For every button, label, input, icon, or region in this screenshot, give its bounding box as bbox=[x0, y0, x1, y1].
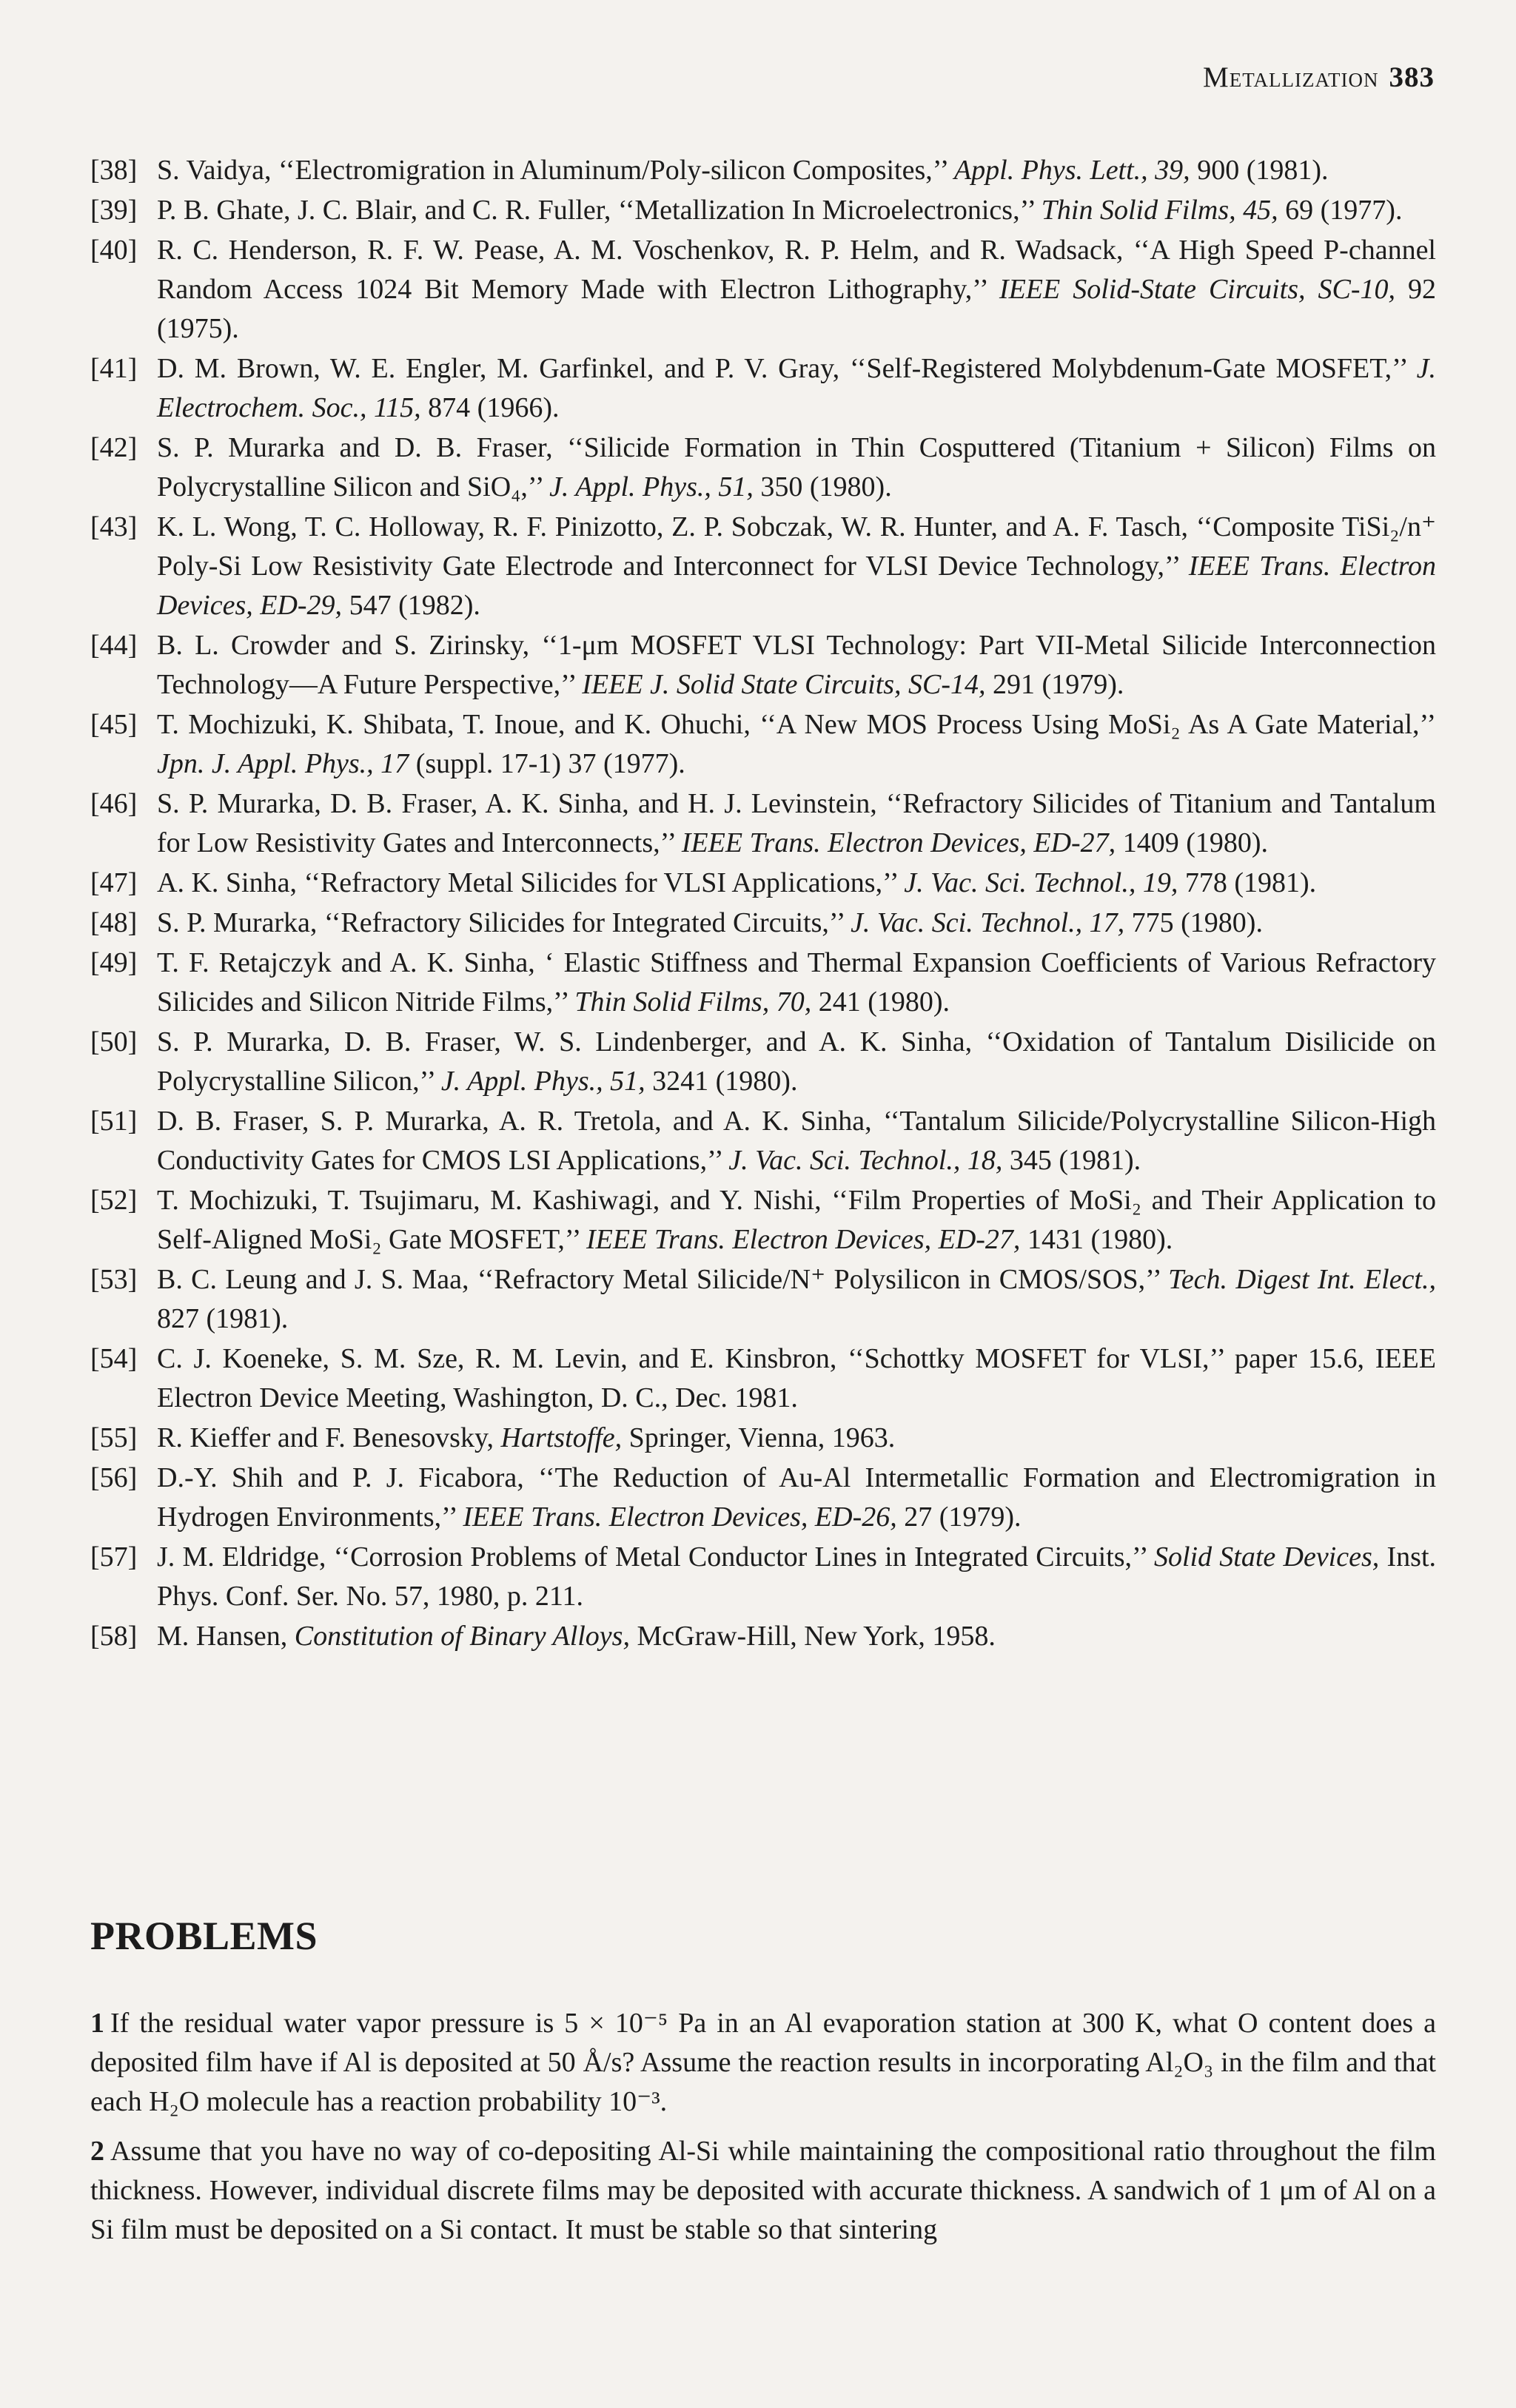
problem-number: 2 bbox=[90, 2136, 104, 2167]
reference-text: D. M. Brown, W. E. Engler, M. Garfinkel, and P. V. Gray, ‘‘Self-Registered Molybdenum-Gate MOSFET,’’ bbox=[157, 353, 1417, 384]
reference-entry bbox=[90, 349, 1436, 428]
reference-source: Solid State Devices, bbox=[1153, 1541, 1380, 1573]
reference-source: IEEE Trans. Electron Devices, ED-27, bbox=[586, 1224, 1021, 1255]
reference-entry bbox=[90, 508, 1436, 625]
problem-item bbox=[90, 2132, 1436, 2250]
reference-entry bbox=[90, 784, 1436, 863]
reference-entry bbox=[90, 864, 1436, 903]
reference-entry bbox=[90, 904, 1436, 943]
reference-text: M. Hansen, bbox=[157, 1621, 295, 1652]
reference-text: C. J. Koeneke, S. M. Sze, R. M. Levin, and E. Kinsbron, ‘‘Schottky MOSFET for VLSI,’’ paper 15.6, IEEE Electron Device Meeting, Washington, D. C., Dec. 1981. bbox=[157, 1343, 1436, 1413]
reference-text: S. P. Murarka, ‘‘Refractory Silicides for Integrated Circuits,’’ bbox=[157, 907, 851, 938]
reference-source: Constitution of Binary Alloys, bbox=[294, 1621, 630, 1652]
reference-details: Inst. Phys. Conf. Ser. No. 57, 1980, p. 211. bbox=[157, 1541, 1436, 1612]
reference-text: S. P. Murarka and D. B. Fraser, ‘‘Silicide Formation in Thin Cosputtered (Titanium + Silicon) Films on Polycrystalline Silicon and SiO₄,’’ bbox=[157, 432, 1436, 502]
reference-details: McGraw-Hill, New York, 1958. bbox=[629, 1621, 996, 1652]
reference-entry bbox=[90, 944, 1436, 1022]
reference-details: 778 (1981). bbox=[1178, 867, 1317, 898]
reference-source: J. Vac. Sci. Technol., 18, bbox=[728, 1145, 1003, 1176]
reference-list bbox=[90, 151, 1436, 1657]
reference-number: [45] bbox=[90, 709, 138, 740]
problem-text: If the residual water vapor pressure is 5 × 10⁻⁵ Pa in an Al evaporation station at 300 K, what O content does a deposited film have if Al is deposited at 50 Å/s? Assume the reaction results in incorporating Al₂O₃ in the film and that each H₂O molecule has a reaction probability 10⁻³. bbox=[90, 2008, 1436, 2117]
reference-details: 1409 (1980). bbox=[1116, 827, 1268, 858]
reference-details: 241 (1980). bbox=[811, 986, 950, 1018]
page-number: 383 bbox=[1389, 61, 1435, 93]
reference-text: B. L. Crowder and S. Zirinsky, ‘‘1-μm MOSFET VLSI Technology: Part VII-Metal Silicide Interconnection Technology—A Future Perspective,’’ bbox=[157, 630, 1436, 700]
reference-number: [52] bbox=[90, 1185, 138, 1216]
reference-number: [57] bbox=[90, 1541, 138, 1573]
reference-entry bbox=[90, 1459, 1436, 1537]
reference-number: [58] bbox=[90, 1621, 138, 1652]
reference-entry bbox=[90, 231, 1436, 349]
reference-number: [46] bbox=[90, 788, 138, 819]
reference-source: J. Electrochem. Soc., 115, bbox=[157, 353, 1436, 423]
reference-text: A. K. Sinha, ‘‘Refractory Metal Silicides for VLSI Applications,’’ bbox=[157, 867, 905, 898]
reference-text: R. C. Henderson, R. F. W. Pease, A. M. Voschenkov, R. P. Helm, and R. Wadsack, ‘‘A High Speed P-channel Random Access 1024 Bit Memory Made with Electron Lithography,’’ bbox=[157, 235, 1436, 305]
reference-text: R. Kieffer and F. Benesovsky, bbox=[157, 1422, 501, 1453]
reference-number: [38] bbox=[90, 155, 138, 186]
reference-number: [42] bbox=[90, 432, 138, 463]
reference-source: IEEE Solid-State Circuits, SC-10, bbox=[999, 274, 1395, 305]
reference-text: S. Vaidya, ‘‘Electromigration in Aluminum/Poly-silicon Composites,’’ bbox=[157, 155, 954, 186]
reference-text: B. C. Leung and J. S. Maa, ‘‘Refractory Metal Silicide/N⁺ Polysilicon in CMOS/SOS,’’ bbox=[157, 1264, 1169, 1295]
reference-text: P. B. Ghate, J. C. Blair, and C. R. Fuller, ‘‘Metallization In Microelectronics,’’ bbox=[157, 195, 1042, 226]
reference-details: 92 (1975). bbox=[157, 274, 1436, 344]
reference-entry bbox=[90, 626, 1436, 704]
reference-entry bbox=[90, 1538, 1436, 1616]
reference-number: [43] bbox=[90, 511, 138, 542]
reference-entry bbox=[90, 428, 1436, 507]
reference-entry bbox=[90, 191, 1436, 230]
reference-text: D. B. Fraser, S. P. Murarka, A. R. Tretola, and A. K. Sinha, ‘‘Tantalum Silicide/Polycrystalline Silicon-High Conductivity Gates for CMOS LSI Applications,’’ bbox=[157, 1106, 1436, 1176]
reference-number: [54] bbox=[90, 1343, 138, 1374]
problem-text: Assume that you have no way of co-depositing Al-Si while maintaining the compositional ratio throughout the film thickness. However, individual discrete films may be deposited with accurate thickness. A sandwich of 1 μm of Al on a Si film must be deposited on a Si contact. It must be stable so that sintering bbox=[90, 2136, 1436, 2245]
reference-details: 900 (1981). bbox=[1190, 155, 1329, 186]
reference-details: 345 (1981). bbox=[1002, 1145, 1141, 1176]
problems-list bbox=[90, 2004, 1436, 2260]
reference-source: Appl. Phys. Lett., 39, bbox=[953, 155, 1190, 186]
reference-details: Springer, Vienna, 1963. bbox=[622, 1422, 896, 1453]
chapter-title: Metallization bbox=[1203, 61, 1379, 93]
reference-entry bbox=[90, 1023, 1436, 1101]
reference-details: 27 (1979). bbox=[896, 1501, 1022, 1533]
reference-source: J. Appl. Phys., 51, bbox=[549, 471, 754, 502]
reference-details: 350 (1980). bbox=[753, 471, 892, 502]
reference-number: [50] bbox=[90, 1026, 138, 1057]
problem-item bbox=[90, 2004, 1436, 2122]
reference-text: T. Mochizuki, T. Tsujimaru, M. Kashiwagi, and Y. Nishi, ‘‘Film Properties of MoSi₂ and Their Application to Self-Aligned MoSi₂ Gate MOSFET,’’ bbox=[157, 1185, 1436, 1255]
reference-details: 3241 (1980). bbox=[645, 1066, 798, 1097]
reference-number: [40] bbox=[90, 235, 138, 266]
reference-entry bbox=[90, 1102, 1436, 1180]
reference-entry bbox=[90, 151, 1436, 190]
reference-details: 827 (1981). bbox=[157, 1303, 289, 1334]
reference-source: Tech. Digest Int. Elect., bbox=[1168, 1264, 1436, 1295]
reference-details: 291 (1979). bbox=[985, 669, 1124, 700]
reference-text: D.-Y. Shih and P. J. Ficabora, ‘‘The Reduction of Au-Al Intermetallic Formation and Electromigration in Hydrogen Environments,’’ bbox=[157, 1462, 1436, 1533]
problems-heading: PROBLEMS bbox=[90, 1914, 318, 1958]
reference-entry bbox=[90, 1260, 1436, 1339]
reference-number: [51] bbox=[90, 1106, 138, 1137]
reference-number: [55] bbox=[90, 1422, 138, 1453]
reference-details: 547 (1982). bbox=[342, 590, 480, 621]
reference-number: [39] bbox=[90, 195, 138, 226]
reference-details: 874 (1966). bbox=[420, 392, 560, 423]
reference-number: [44] bbox=[90, 630, 138, 661]
reference-details: 775 (1980). bbox=[1124, 907, 1263, 938]
reference-text: K. L. Wong, T. C. Holloway, R. F. Pinizotto, Z. P. Sobczak, W. R. Hunter, and A. F. Tasch, ‘‘Composite TiSi₂/n⁺ Poly-Si Low Resistivity Gate Electrode and Interconnect for VLSI Device Technology,’’ bbox=[157, 511, 1436, 582]
reference-number: [49] bbox=[90, 947, 138, 978]
reference-source: J. Appl. Phys., 51, bbox=[440, 1066, 645, 1097]
reference-entry bbox=[90, 1339, 1436, 1418]
reference-source: Jpn. J. Appl. Phys., 17 bbox=[157, 748, 409, 779]
reference-entry bbox=[90, 705, 1436, 784]
reference-source: J. Vac. Sci. Technol., 17, bbox=[851, 907, 1125, 938]
reference-details: 1431 (1980). bbox=[1020, 1224, 1173, 1255]
reference-text: T. Mochizuki, K. Shibata, T. Inoue, and K. Ohuchi, ‘‘A New MOS Process Using MoSi₂ As A Gate Material,’’ bbox=[157, 709, 1436, 740]
reference-source: IEEE J. Solid State Circuits, SC-14, bbox=[582, 669, 986, 700]
problem-number: 1 bbox=[90, 2008, 104, 2039]
reference-source: IEEE Trans. Electron Devices, ED-27, bbox=[681, 827, 1116, 858]
reference-number: [53] bbox=[90, 1264, 138, 1295]
reference-entry bbox=[90, 1419, 1436, 1458]
reference-details: 69 (1977). bbox=[1278, 195, 1403, 226]
reference-source: IEEE Trans. Electron Devices, ED-29, bbox=[157, 551, 1436, 621]
reference-text: J. M. Eldridge, ‘‘Corrosion Problems of Metal Conductor Lines in Integrated Circuits,’’ bbox=[157, 1541, 1154, 1573]
reference-details: (suppl. 17-1) 37 (1977). bbox=[409, 748, 685, 779]
reference-text: T. F. Retajczyk and A. K. Sinha, ‘ Elastic Stiffness and Thermal Expansion Coefficients of Various Refractory Silicides and Silicon Nitride Films,’’ bbox=[157, 947, 1436, 1018]
reference-source: J. Vac. Sci. Technol., 19, bbox=[904, 867, 1178, 898]
reference-number: [41] bbox=[90, 353, 138, 384]
reference-number: [56] bbox=[90, 1462, 138, 1493]
reference-entry bbox=[90, 1181, 1436, 1260]
reference-number: [48] bbox=[90, 907, 138, 938]
running-head bbox=[1203, 61, 1435, 94]
reference-text: S. P. Murarka, D. B. Fraser, W. S. Lindenberger, and A. K. Sinha, ‘‘Oxidation of Tantalum Disilicide on Polycrystalline Silicon,’’ bbox=[157, 1026, 1436, 1097]
reference-source: Thin Solid Films, 45, bbox=[1041, 195, 1278, 226]
reference-source: Thin Solid Films, 70, bbox=[574, 986, 812, 1018]
reference-text: S. P. Murarka, D. B. Fraser, A. K. Sinha, and H. J. Levinstein, ‘‘Refractory Silicides of Titanium and Tantalum for Low Resistivity Gates and Interconnects,’’ bbox=[157, 788, 1436, 858]
reference-source: IEEE Trans. Electron Devices, ED-26, bbox=[463, 1501, 897, 1533]
reference-entry bbox=[90, 1617, 1436, 1656]
reference-number: [47] bbox=[90, 867, 138, 898]
reference-source: Hartstoffe, bbox=[500, 1422, 623, 1453]
